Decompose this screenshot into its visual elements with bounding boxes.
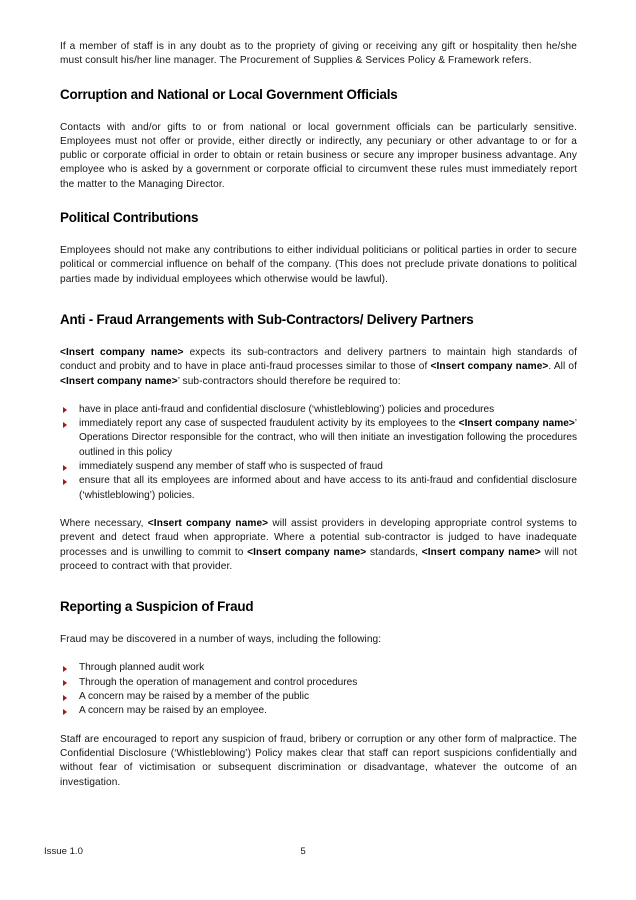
- triangle-bullet-icon: [63, 695, 67, 701]
- spacer: [60, 287, 577, 311]
- corruption-paragraph: Contacts with and/or gifts to or from national or local government officials can be particularly sensitive. Employees must not offer or provide, either directly or indirectly, any pecuniary or other advantage to or for a public or corporate official in order to obtain or retain business or secure any improper business advantage. Any employee who is asked by a government or corporate official to circumvent these rules must immediately report the matter to the Managing Director.: [60, 121, 577, 190]
- list-item-label: A concern may be raised by a member of the public: [79, 691, 310, 703]
- spacer: [60, 647, 577, 661]
- triangle-bullet-icon: [63, 680, 67, 686]
- list-item: [60, 403, 577, 417]
- triangle-bullet-icon: [63, 422, 67, 428]
- spacer: [60, 503, 577, 517]
- reporting-bullet-list: [60, 661, 577, 718]
- list-item-label: Through the operation of management and control procedures: [79, 676, 358, 688]
- triangle-bullet-icon: [63, 407, 67, 413]
- antifraud-intro-text: expects its sub-contractors and delivery partners to maintain high standards of conduct and probity and to have in place anti-fraud processes similar to those of: [60, 346, 577, 373]
- list-item-label: immediately suspend any member of staff who is suspected of fraud: [79, 461, 383, 473]
- triangle-bullet-icon: [63, 479, 67, 485]
- document-content: [60, 40, 577, 790]
- spacer: [60, 103, 577, 121]
- antifraud-closing-text: standards,: [366, 546, 422, 558]
- insert-company-name-placeholder: <Insert company name>: [247, 546, 367, 558]
- list-item: [60, 474, 577, 503]
- list-item-label: immediately report any case of suspected fraudulent activity by its employees to the: [79, 418, 459, 430]
- list-item-label: ensure that all its employees are informed about and have access to its anti-fraud and confidential disclosure (‘whistleblowing’) policies.: [79, 475, 577, 501]
- spacer: [60, 615, 577, 633]
- heading-antifraud-subcontractors: Anti - Fraud Arrangements with Sub-Contractors/ Delivery Partners: [60, 311, 474, 327]
- reporting-intro-paragraph: Fraud may be discovered in a number of ways, including the following:: [60, 634, 382, 646]
- heading-political: Political Contributions: [60, 210, 199, 226]
- list-item-label: Through planned audit work: [79, 662, 205, 674]
- heading-reporting-suspicion: Reporting a Suspicion of Fraud: [60, 599, 254, 615]
- antifraud-intro-text: ’ sub-contractors should therefore be required to:: [177, 375, 401, 387]
- spacer: [60, 719, 577, 733]
- list-item: [60, 704, 577, 718]
- insert-company-name-placeholder: <Insert company name>: [421, 546, 541, 558]
- insert-company-name-placeholder: <Insert company name>: [60, 346, 184, 358]
- list-item: [60, 417, 577, 460]
- intro-paragraph: If a member of staff is in any doubt as to the propriety of giving or receiving any gift or hospitality then he/she must consult his/her line manager. The Procurement of Supplies & Services Policy & Framework refers.: [60, 41, 577, 67]
- list-item-label: ’ Operations Director responsible for the contract, who will then initiate an investigation following the procedures outlined in this policy: [79, 418, 577, 458]
- triangle-bullet-icon: [63, 709, 67, 715]
- spacer: [60, 192, 577, 209]
- insert-company-name-placeholder: <Insert company name>: [60, 375, 178, 387]
- antifraud-closing-text: will not proceed to contract with that provider.: [60, 546, 577, 572]
- spacer: [60, 328, 577, 346]
- antifraud-closing-text: will assist providers in developing appropriate control systems to prevent and detect fraud when appropriate. Where a potential sub-contractor is judged to have inadequate processes and is unwilling to commit to: [60, 517, 577, 558]
- list-item: [60, 690, 577, 704]
- antifraud-closing-text: Where necessary,: [60, 517, 148, 529]
- list-item: [60, 460, 577, 474]
- antifraud-intro-paragraph: [60, 346, 577, 389]
- triangle-bullet-icon: [63, 465, 67, 471]
- insert-company-name-placeholder: <Insert company name>: [458, 418, 575, 430]
- antifraud-bullet-list: [60, 403, 577, 503]
- reporting-closing-paragraph: Staff are encouraged to report any suspicion of fraud, bribery or corruption or any other form of malpractice. The Confidential Disclosure (‘Whistleblowing’) Policy makes clear that staff can report suspicions confidentially and without fear of victimisation or subsequent discrimination or disadvantage, whatever the outcome of an investigation.: [60, 733, 577, 788]
- insert-company-name-placeholder: <Insert company name>: [430, 361, 549, 373]
- spacer: [60, 69, 577, 86]
- page-footer: [0, 846, 636, 866]
- insert-company-name-placeholder: <Insert company name>: [147, 517, 269, 529]
- spacer: [60, 226, 577, 244]
- list-item: [60, 661, 577, 675]
- spacer: [60, 574, 577, 598]
- footer-page-number: 5: [300, 846, 306, 857]
- footer-issue-label: Issue 1.0: [44, 846, 83, 857]
- antifraud-closing-paragraph: [60, 517, 577, 574]
- political-paragraph: Employees should not make any contributions to either individual politicians or political parties in order to secure political or commercial influence on behalf of the company. (This does not preclude private donations to political parties made by individual employees which otherwise would be lawful).: [60, 245, 577, 285]
- heading-corruption: Corruption and National or Local Government Officials: [60, 86, 398, 102]
- list-item: [60, 676, 577, 690]
- list-item-label: A concern may be raised by an employee.: [79, 705, 267, 717]
- spacer: [60, 389, 577, 403]
- antifraud-intro-text: . All of: [548, 361, 577, 373]
- list-item-label: have in place anti-fraud and confidential disclosure (‘whistleblowing’) policies and procedures: [79, 403, 495, 415]
- triangle-bullet-icon: [63, 666, 67, 672]
